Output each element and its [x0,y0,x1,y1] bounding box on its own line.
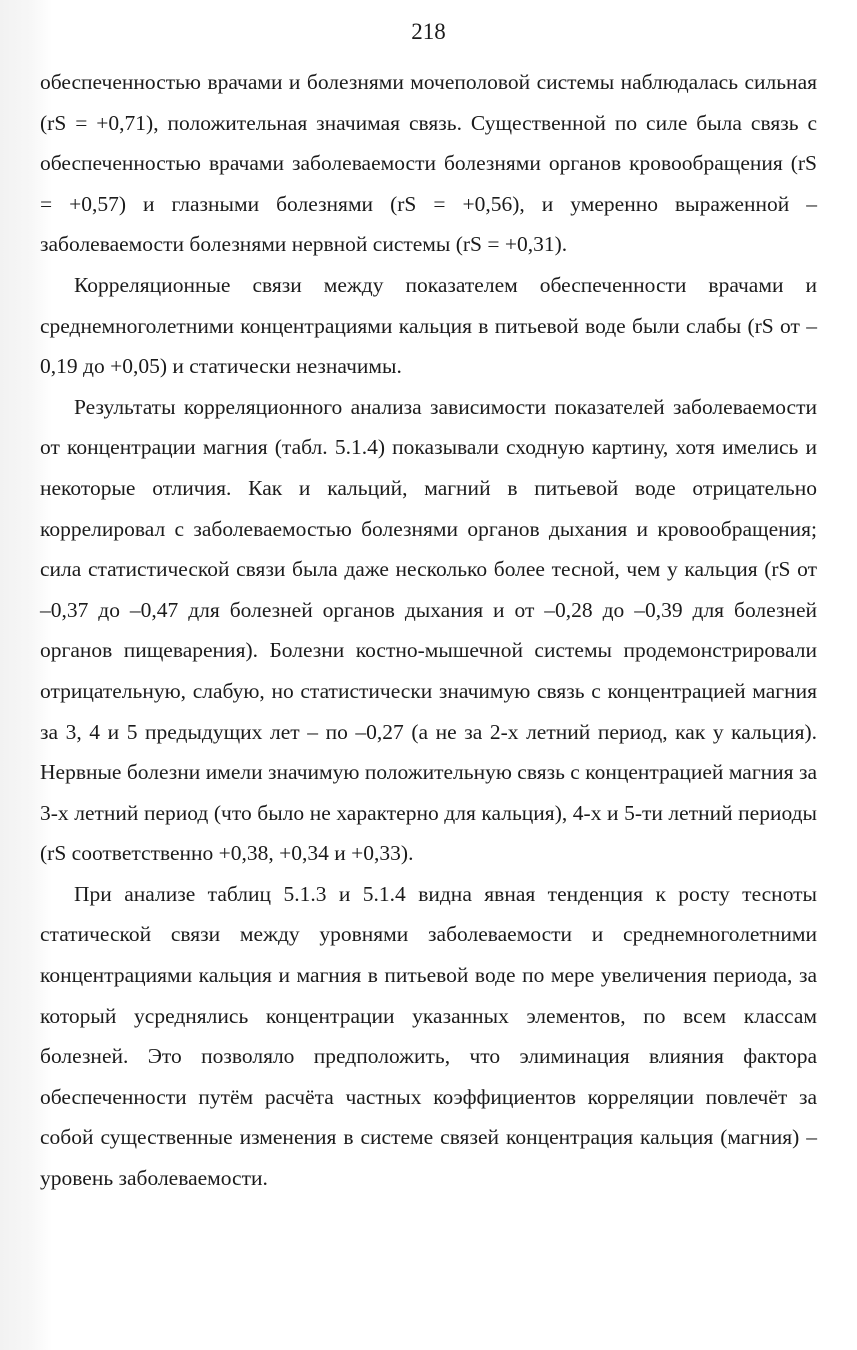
paragraph: обеспеченностью врачами и болезнями мочеполовой системы наблюдалась сильная (rS = +0,71), положительная значимая связь. Существенной по силе была связь с обеспеченностью врачами заболеваемости болезнями органов кровообращения (rS = +0,57) и глазными болезнями (rS = +0,56), и умеренно выраженной – заболеваемости болезнями нервной системы (rS = +0,31). [40,70,817,257]
paragraph: Результаты корреляционного анализа зависимости показателей заболеваемости от концентрации магния (табл. 5.1.4) показывали сходную картину, хотя имелись и некоторые отличия. Как и кальций, магний в питьевой воде отрицательно коррелировал с заболеваемостью болезнями органов дыхания и кровообращения; сила статистической связи была даже несколько более тесной, чем у кальция (rS от –0,37 до –0,47 для болезней органов дыхания и от –0,28 до –0,39 для болезней органов пищеварения). Болезни костно-мышечной системы продемонстрировали отрицательную, слабую, но статистически значимую связь с концентрацией магния за 3, 4 и 5 предыдущих лет – по –0,27 (а не за 2-х летний период, как у кальция). Нервные болезни имели значимую положительную связь с концентрацией магния за 3-х летний период (что было не характерно для кальция), 4-х и 5-ти летний периоды (rS соответственно +0,38, +0,34 и +0,33). [40,394,817,866]
paragraph: При анализе таблиц 5.1.3 и 5.1.4 видна явная тенденция к росту тесноты статической связи между уровнями заболеваемости и среднемноголетними концентрациями кальция и магния в питьевой воде по мере увеличения периода, за который усреднялись концентрации указанных элементов, по всем классам болезней. Это позволяло предположить, что элиминация влияния фактора обеспеченности путём расчёта частных коэффициентов корреляции повлечёт за собой существенные изменения в системе связей концентрация кальция (магния) – уровень заболеваемости. [40,881,817,1191]
paragraph: Корреляционные связи между показателем обеспеченности врачами и среднемноголетними концентрациями кальция в питьевой воде были слабы (rS от –0,19 до +0,05) и статически незначимы. [40,272,817,379]
body-text [40,62,817,1199]
page-number: 218 [411,19,446,44]
